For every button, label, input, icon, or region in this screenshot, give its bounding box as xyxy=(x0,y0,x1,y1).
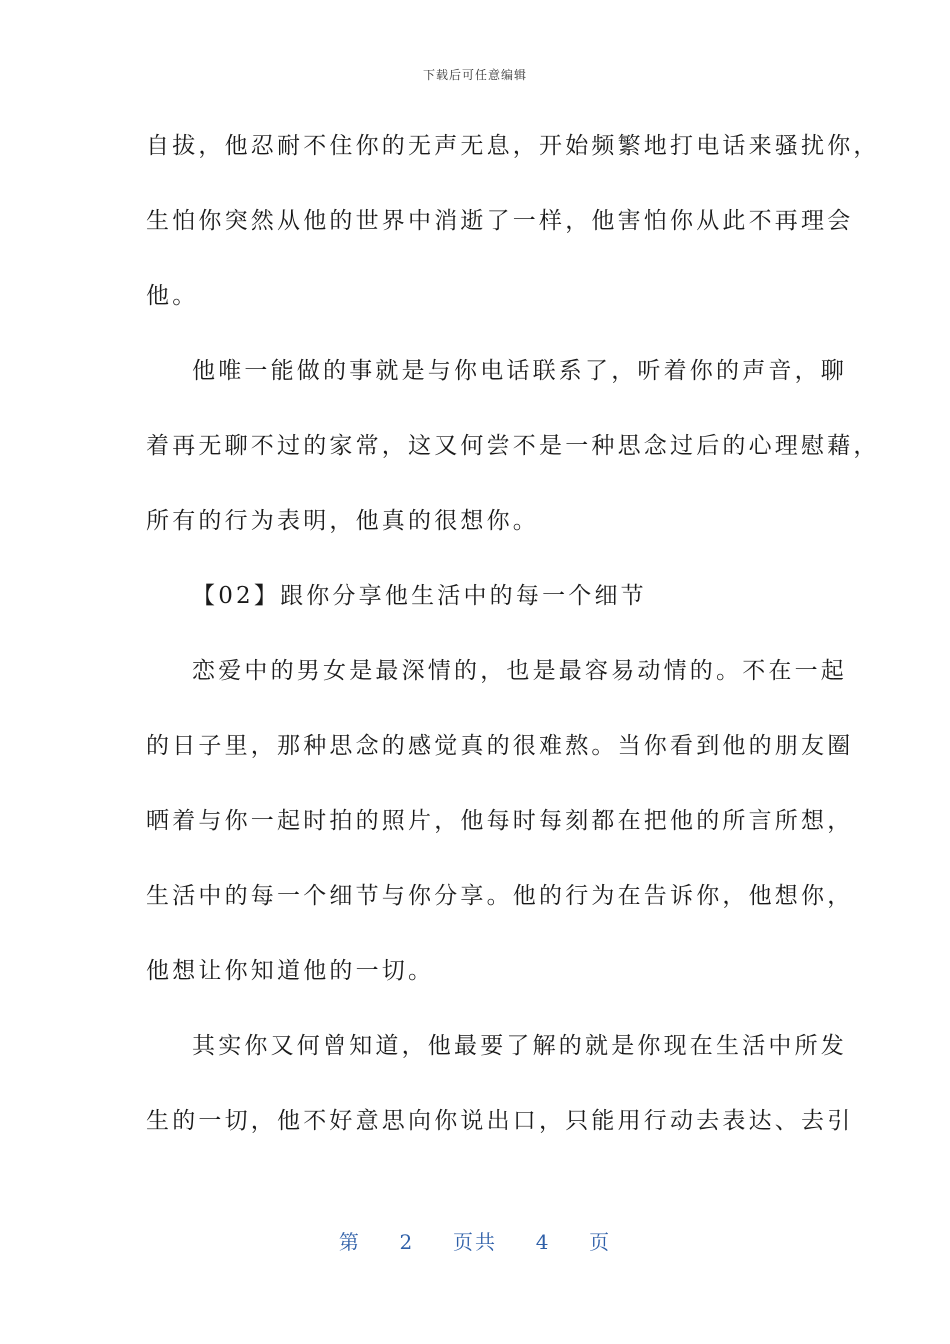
section-heading: 【02】跟你分享他生活中的每一个细节 xyxy=(192,583,647,609)
page-number-footer xyxy=(0,1226,950,1255)
text-line: 他。 xyxy=(146,283,199,309)
text-line: 他想让你知道他的一切。 xyxy=(146,958,435,984)
text-line: 生活中的每一个细节与你分享。他的行为在告诉你，他想你， xyxy=(146,883,854,909)
text-line: 着再无聊不过的家常，这又何尝不是一种思念过后的心理慰藉， xyxy=(146,433,880,459)
total-page-number: 4 xyxy=(535,1230,551,1254)
page-header: 下载后可任意编辑 xyxy=(422,68,527,82)
text-line: 自拔，他忍耐不住你的无声无息，开始频繁地打电话来骚扰你， xyxy=(146,133,880,159)
current-page-number: 2 xyxy=(399,1230,415,1254)
footer-middle: 页共 xyxy=(453,1230,497,1254)
footer-prefix: 第 xyxy=(338,1230,361,1254)
text-line: 的日子里，那种思念的感觉真的很难熬。当你看到他的朋友圈 xyxy=(146,733,854,759)
paragraph-start-line: 恋爱中的男女是最深情的，也是最容易动情的。不在一起 xyxy=(192,658,847,684)
footer-suffix: 页 xyxy=(589,1230,612,1254)
text-line: 晒着与你一起时拍的照片，他每时每刻都在把他的所言所想， xyxy=(146,808,854,834)
paragraph-start-line: 他唯一能做的事就是与你电话联系了，听着你的声音，聊 xyxy=(192,358,847,384)
paragraph-start-line: 其实你又何曾知道，他最要了解的就是你现在生活中所发 xyxy=(192,1033,847,1059)
document-body xyxy=(146,124,880,1174)
text-line: 生的一切，他不好意思向你说出口，只能用行动去表达、去引 xyxy=(146,1108,854,1134)
text-line: 生怕你突然从他的世界中消逝了一样，他害怕你从此不再理会 xyxy=(146,208,854,234)
text-line: 所有的行为表明，他真的很想你。 xyxy=(146,508,539,534)
